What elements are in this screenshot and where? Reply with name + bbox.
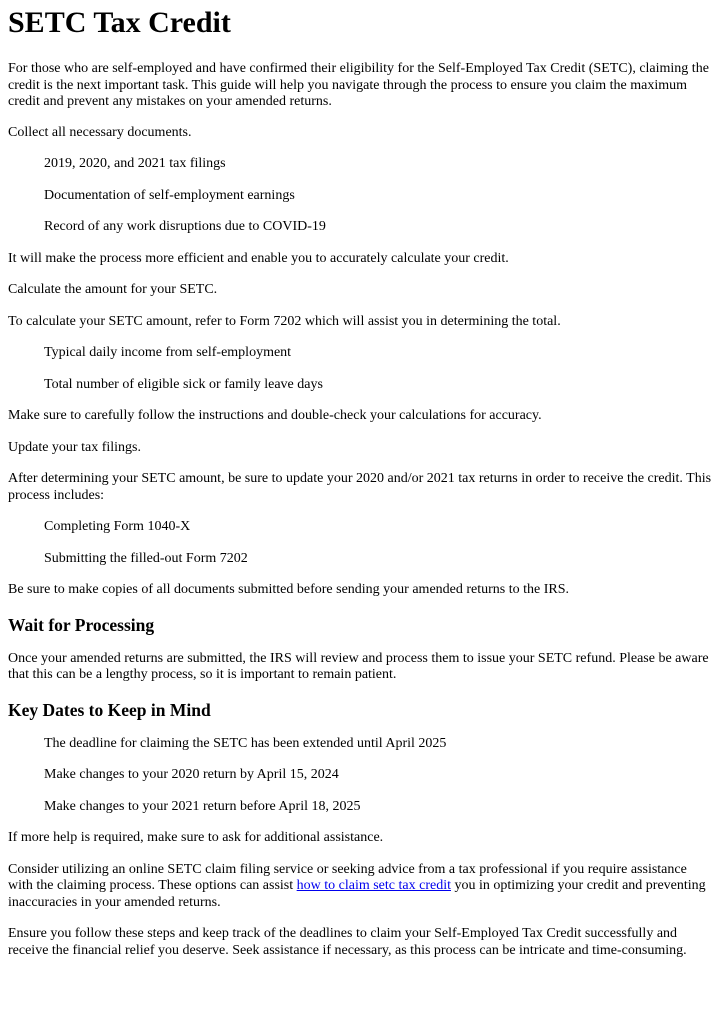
step2-note: Make sure to carefully follow the instructions and double-check your calculations for accuracy.: [8, 408, 542, 423]
step1-item-2: Documentation of self-employment earnings: [44, 187, 295, 203]
step2-heading: Calculate the amount for your SETC.: [8, 282, 218, 297]
consider-text-after: you in optimizing your credit and preventing inaccuracies in your amended returns.: [8, 878, 706, 910]
step3-heading: Update your tax filings.: [8, 439, 141, 455]
page-title: SETC Tax Credit: [8, 6, 231, 39]
step3-intro: After determining your SETC amount, be sure to update your 2020 and/or 2021 tax returns in order to receive the credit. This process includes:: [8, 471, 712, 503]
step2-item-2: Total number of eligible sick or family leave days: [44, 376, 323, 392]
how-to-claim-link[interactable]: how to claim setc tax credit: [296, 878, 451, 893]
step2-item-1: Typical daily income from self-employment: [44, 345, 292, 360]
consider-text-before: Consider utilizing an online SETC claim filing service or seeking advice from a tax professional if you require assistance with the claiming process. These options can assist: [8, 861, 687, 893]
dates-item-2: Make changes to your 2020 return by April 15, 2024: [44, 767, 339, 782]
article: [8, 6, 712, 959]
dates-note: If more help is required, make sure to ask for additional assistance.: [8, 830, 384, 845]
wait-heading: Wait for Processing: [8, 614, 155, 635]
step1-item-3: Record of any work disruptions due to COVID-19: [44, 219, 326, 234]
dates-heading: Key Dates to Keep in Mind: [8, 699, 211, 720]
step3-item-1: Completing Form 1040-X: [44, 519, 191, 534]
intro-paragraph: For those who are self-employed and have confirmed their eligibility for the Self-Employed Tax Credit (SETC), claiming the credit is the next important task. This guide will help you navigate through the process to ensure you claim the maximum credit and prevent any mistakes on your amended returns.: [8, 61, 709, 109]
step3-note: Be sure to make copies of all documents submitted before sending your amended returns to the IRS.: [8, 582, 570, 597]
step1-item-1: 2019, 2020, and 2021 tax filings: [44, 156, 226, 171]
step2-intro: To calculate your SETC amount, refer to Form 7202 which will assist you in determining the total.: [8, 313, 561, 329]
consider-paragraph: [8, 862, 712, 912]
wait-paragraph: Once your amended returns are submitted, the IRS will review and process them to issue your SETC refund. Please be aware that this can be a lengthy process, so it is important to remain patient.: [8, 650, 709, 682]
step3-item-2: Submitting the filled-out Form 7202: [44, 550, 248, 566]
dates-item-1: The deadline for claiming the SETC has been extended until April 2025: [44, 735, 447, 751]
step1-note: It will make the process more efficient and enable you to accurately calculate your credit.: [8, 250, 509, 266]
closing-paragraph: Ensure you follow these steps and keep track of the deadlines to claim your Self-Employed Tax Credit successfully and receive the financial relief you deserve. Seek assistance if necessary, as this process can be intricate and time-consuming.: [8, 926, 687, 958]
dates-item-3: Make changes to your 2021 return before April 18, 2025: [44, 798, 361, 814]
step1-heading: Collect all necessary documents.: [8, 124, 192, 140]
